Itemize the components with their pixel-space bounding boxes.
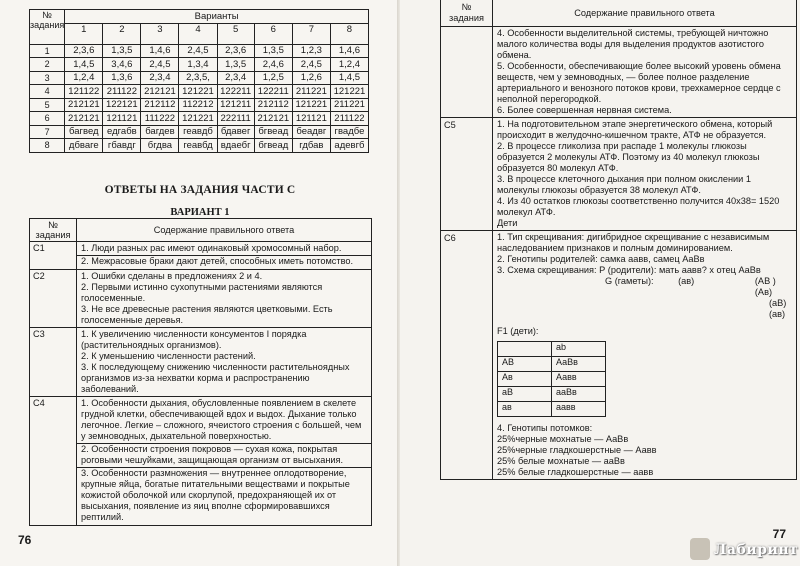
answers-table-left xyxy=(29,218,372,526)
c5-answer xyxy=(493,118,797,231)
grid-cell: 122121 xyxy=(103,98,141,112)
table-row xyxy=(30,397,372,526)
grid-cell: 212112 xyxy=(254,98,292,112)
grid-cell: 121211 xyxy=(217,98,254,112)
grid-cell: 211122 xyxy=(103,85,141,99)
punnett-cell: аавв xyxy=(552,402,606,417)
grid-cell: 1,2,5 xyxy=(254,71,292,85)
grid-cell: 112212 xyxy=(179,98,217,112)
punnett-square xyxy=(497,341,606,417)
answer-item: 6. Более совершенная нервная система. xyxy=(497,105,672,115)
grid-cell: гвадбе xyxy=(330,125,368,139)
grid-row xyxy=(30,98,369,112)
grid-cell: 122211 xyxy=(254,85,292,99)
variant-number: 8 xyxy=(330,23,368,44)
grid-row xyxy=(30,112,369,126)
gamete-mother: (ав) xyxy=(678,276,695,286)
grid-row xyxy=(30,125,369,139)
grid-cell: багдев xyxy=(141,125,179,139)
grid-cell: 1,2,6 xyxy=(292,71,330,85)
answer-item: 5. Особенности, обеспечивающие более высокий уровень обмена веществ, чем у земноводных, — более полное разделение артериального и венозного потоков крови, трехкамерное сердце с неполной перегородкой. xyxy=(497,61,781,104)
grid-cell: 2,3,5, xyxy=(179,71,217,85)
f1-label: F1 (дети): xyxy=(497,326,539,336)
variant-number: 2 xyxy=(103,23,141,44)
page-number-right: 77 xyxy=(772,527,786,541)
genotypes-list xyxy=(497,434,792,478)
grid-cell: 211122 xyxy=(330,112,368,126)
genotypes-title: 4. Генотипы потомков: xyxy=(497,423,593,433)
task-number: С6 xyxy=(441,231,493,480)
table-row xyxy=(30,328,372,397)
answer-item: 1. Особенности дыхания, обусловленные появлением в скелете грудной клетки, обеспечивающей вдох и выдох. Дыхание только легочное. Легкие – сложного, ячеистого строения с большей, чем у земноводных, дыхательной поверхностью. xyxy=(77,398,371,444)
grid-cell: 212121 xyxy=(254,112,292,126)
answer-item: 2. Генотипы родителей: самка аавв, самец АаВв xyxy=(497,254,705,264)
answer-item: 1. Тип скрещивания: дигибридное скрещивание с независимым наследованием признаков и полным доминированием. xyxy=(497,232,770,253)
gamete-father-2: (аВ) (ав) xyxy=(769,298,787,319)
grid-cell: 121221 xyxy=(330,85,368,99)
grid-cell: 1,4,6 xyxy=(330,44,368,58)
answer-item: 2. В процессе гликолиза при распаде 1 молекулы глюкозы образуется 2 молекулы АТФ. Поэтому из 40 молекул глюкозы образуется 80 молекул АТФ. xyxy=(497,141,760,173)
grid-cell: беадвг xyxy=(292,125,330,139)
grid-cell: 2,4,5 xyxy=(292,58,330,72)
grid-cell: багвед xyxy=(65,125,103,139)
punnett-row xyxy=(498,402,606,417)
grid-task-number: 8 xyxy=(30,139,65,153)
grid-task-number: 1 xyxy=(30,44,65,58)
table-row xyxy=(30,242,372,270)
punnett-cell: Ав xyxy=(498,372,552,387)
table-row xyxy=(441,118,797,231)
part-c-title: ОТВЕТЫ НА ЗАДАНИЯ ЧАСТИ С xyxy=(104,184,296,196)
punnett-header-cell xyxy=(498,342,552,357)
grid-cell: 211221 xyxy=(330,98,368,112)
variant-number: 1 xyxy=(65,23,103,44)
grid-cell: 1,3,5 xyxy=(103,44,141,58)
grid-cell: 121221 xyxy=(179,112,217,126)
variant-number: 7 xyxy=(292,23,330,44)
gametes-row xyxy=(497,276,792,298)
task-number: С1 xyxy=(30,242,77,270)
grid-row xyxy=(30,139,369,153)
page-number-left: 76 xyxy=(18,533,32,547)
grid-cell: гбавдг xyxy=(103,139,141,153)
column-header-content: Содержание правильного ответа xyxy=(493,0,797,27)
answer-content xyxy=(77,397,372,526)
grid-cell: 212121 xyxy=(65,112,103,126)
punnett-cell: аВ xyxy=(498,387,552,402)
punnett-cell: АаВв xyxy=(552,357,606,372)
grid-header-task-number: № задания xyxy=(30,10,65,45)
answer-item: 3. К последующему снижению численности растительноядных организмов из-за нехватки корма и распространению заболеваний. xyxy=(81,362,350,394)
grid-cell: 222111 xyxy=(217,112,254,126)
punnett-row xyxy=(498,387,606,402)
answers-table-right xyxy=(440,0,797,480)
grid-cell: 122211 xyxy=(217,85,254,99)
grid-cell: 121121 xyxy=(292,112,330,126)
grid-cell: 2,3,6 xyxy=(65,44,103,58)
task-number: С2 xyxy=(30,270,77,328)
grid-header-variants: Варианты xyxy=(65,10,369,24)
answer-item: 1. Люди разных рас имеют одинаковый хромосомный набор. xyxy=(77,243,371,256)
grid-cell: бгвеад xyxy=(254,139,292,153)
labirint-watermark xyxy=(690,538,799,562)
grid-cell: 1,2,4 xyxy=(65,71,103,85)
grid-cell: 1,3,5 xyxy=(254,44,292,58)
punnett-cell: ааВв xyxy=(552,387,606,402)
answer-item: 1. Ошибки сделаны в предложениях 2 и 4. xyxy=(81,271,263,281)
grid-cell: геавбд xyxy=(179,139,217,153)
answer-content xyxy=(77,242,372,270)
c6-answer xyxy=(493,231,797,480)
punnett-cell: Аавв xyxy=(552,372,606,387)
grid-cell: 1,4,5 xyxy=(330,71,368,85)
answer-key-grid xyxy=(29,9,369,153)
grid-variant-numbers-row xyxy=(30,23,369,44)
grid-task-number: 5 xyxy=(30,98,65,112)
grid-cell: гдбав xyxy=(292,139,330,153)
gametes-label: G (гаметы): xyxy=(605,276,654,286)
grid-cell: 121221 xyxy=(179,85,217,99)
grid-cell: 1,4,5 xyxy=(65,58,103,72)
variant-title: ВАРИАНТ 1 xyxy=(170,207,230,218)
grid-task-number: 7 xyxy=(30,125,65,139)
grid-task-number: 3 xyxy=(30,71,65,85)
grid-cell: 121122 xyxy=(65,85,103,99)
punnett-cell: АВ xyxy=(498,357,552,372)
watermark-text: Лабиринт xyxy=(714,542,799,558)
genotype-item: 25%черные гладкошерстные — Аавв xyxy=(497,445,657,455)
grid-cell: 2,4,6 xyxy=(254,58,292,72)
gamete-father-1: (АВ ) (Ав) xyxy=(754,276,776,297)
answer-content xyxy=(77,328,372,397)
table-row xyxy=(441,27,797,118)
grid-cell: 1,3,4 xyxy=(179,58,217,72)
grid-cell: 2,3,4 xyxy=(141,71,179,85)
table-row xyxy=(30,270,372,328)
grid-cell: 121121 xyxy=(103,112,141,126)
grid-cell: 212121 xyxy=(141,85,179,99)
punnett-cell: ав xyxy=(498,402,552,417)
grid-row xyxy=(30,58,369,72)
answer-item: 2. Первыми истинно сухопутными растениями являются голосеменные. xyxy=(81,282,323,303)
grid-cell: 2,4,5 xyxy=(179,44,217,58)
grid-cell: 111222 xyxy=(141,112,179,126)
grid-cell: бгвеад xyxy=(254,125,292,139)
grid-cell: 121221 xyxy=(292,98,330,112)
answer-item: 4. Из 40 остатков глюкозы соответственно получится 40х38= 1520 молекул АТФ. xyxy=(497,196,780,217)
grid-cell: вдаебг xyxy=(217,139,254,153)
grid-cell: 1,2,4 xyxy=(330,58,368,72)
answer-item: 2. Межрасовые браки дают детей, способных иметь потомство. xyxy=(81,256,354,266)
variant-number: 3 xyxy=(141,23,179,44)
grid-cell: 2,3,6 xyxy=(217,44,254,58)
grid-task-number: 6 xyxy=(30,112,65,126)
punnett-header-row xyxy=(498,342,606,357)
c4-continued xyxy=(493,27,797,118)
grid-cell: бдавег xyxy=(217,125,254,139)
grid-cell: геавдб xyxy=(179,125,217,139)
grid-cell: 1,3,5 xyxy=(217,58,254,72)
grid-header-row xyxy=(30,10,369,24)
answer-item: 1. К увеличению численности консументов I порядка (растительноядных организмов). xyxy=(81,329,307,350)
punnett-row xyxy=(498,357,606,372)
table-row xyxy=(441,231,797,480)
variant-number: 4 xyxy=(179,23,217,44)
grid-cell: 212112 xyxy=(141,98,179,112)
right-page xyxy=(400,0,800,566)
grid-cell: 211221 xyxy=(292,85,330,99)
task-number: С3 xyxy=(30,328,77,397)
genotype-item: 25% белые гладкошерстные — аавв xyxy=(497,467,654,477)
task-number: С4 xyxy=(30,397,77,526)
answer-item: 2. К уменьшению численности растений. xyxy=(81,351,256,361)
grid-cell: бгдва xyxy=(141,139,179,153)
grid-cell: 212121 xyxy=(65,98,103,112)
answer-content xyxy=(77,270,372,328)
grid-row xyxy=(30,44,369,58)
answer-item: 3. В процессе клеточного дыхания при полном окислении 1 молекулы глюкозы образуется 38 молекул АТФ. xyxy=(497,174,751,195)
labirint-logo-icon xyxy=(690,538,710,560)
grid-row xyxy=(30,71,369,85)
grid-cell: 2,4,5 xyxy=(141,58,179,72)
genotype-item: 25%черные мохнатые — АаВв xyxy=(497,434,629,444)
answer-item: 2. Особенности строения покровов — сухая кожа, покрытая роговыми чешуйками, защищающая организм от высыхания. xyxy=(77,444,371,468)
grid-task-number: 4 xyxy=(30,85,65,99)
answer-item: 4. Особенности выделительной системы, требующей ничтожно малого количества воды для выделения продуктов азотистого обмена. xyxy=(497,28,769,60)
column-header-content: Содержание правильного ответа xyxy=(77,219,372,242)
grid-cell: дбваге xyxy=(65,139,103,153)
answer-item: 1. На подготовительном этапе энергетического обмена, который происходит в желудочно-кишечном тракте, АТФ не образуется. xyxy=(497,119,773,140)
column-header-task-number: № задания xyxy=(441,0,493,27)
grid-cell: 2,3,4 xyxy=(217,71,254,85)
grid-row xyxy=(30,85,369,99)
task-number: С5 xyxy=(441,118,493,231)
scheme-line: 3. Схема скрещивания: Р (родители): мать аавв? х отец АаВв xyxy=(497,265,761,275)
variant-number: 5 xyxy=(217,23,254,44)
grid-cell: едгабв xyxy=(103,125,141,139)
grid-cell: 1,2,3 xyxy=(292,44,330,58)
genotype-item: 25% белые мохнатые — ааВв xyxy=(497,456,625,466)
grid-cell: 3,4,6 xyxy=(103,58,141,72)
column-header-task-number: № задания xyxy=(30,219,77,242)
answer-item: 3. Особенности размножения — внутреннее оплодотворение, крупные яйца, богатые питательными веществами и покрытые кожистой оболочкой или скорлупой, предохраняющей их от высыхания, появление из яиц вполне сформировавшихся рептилий. xyxy=(81,468,350,522)
punnett-header-cell: ab xyxy=(552,342,606,357)
grid-task-number: 2 xyxy=(30,58,65,72)
grid-cell: 1,3,6 xyxy=(103,71,141,85)
answer-item: Дети xyxy=(497,218,518,228)
variant-number: 6 xyxy=(254,23,292,44)
grid-cell: адевгб xyxy=(330,139,368,153)
punnett-row xyxy=(498,372,606,387)
answer-item: 3. Не все древесные растения являются цветковыми. Есть голосеменные деревья. xyxy=(81,304,333,325)
grid-cell: 1,4,6 xyxy=(141,44,179,58)
